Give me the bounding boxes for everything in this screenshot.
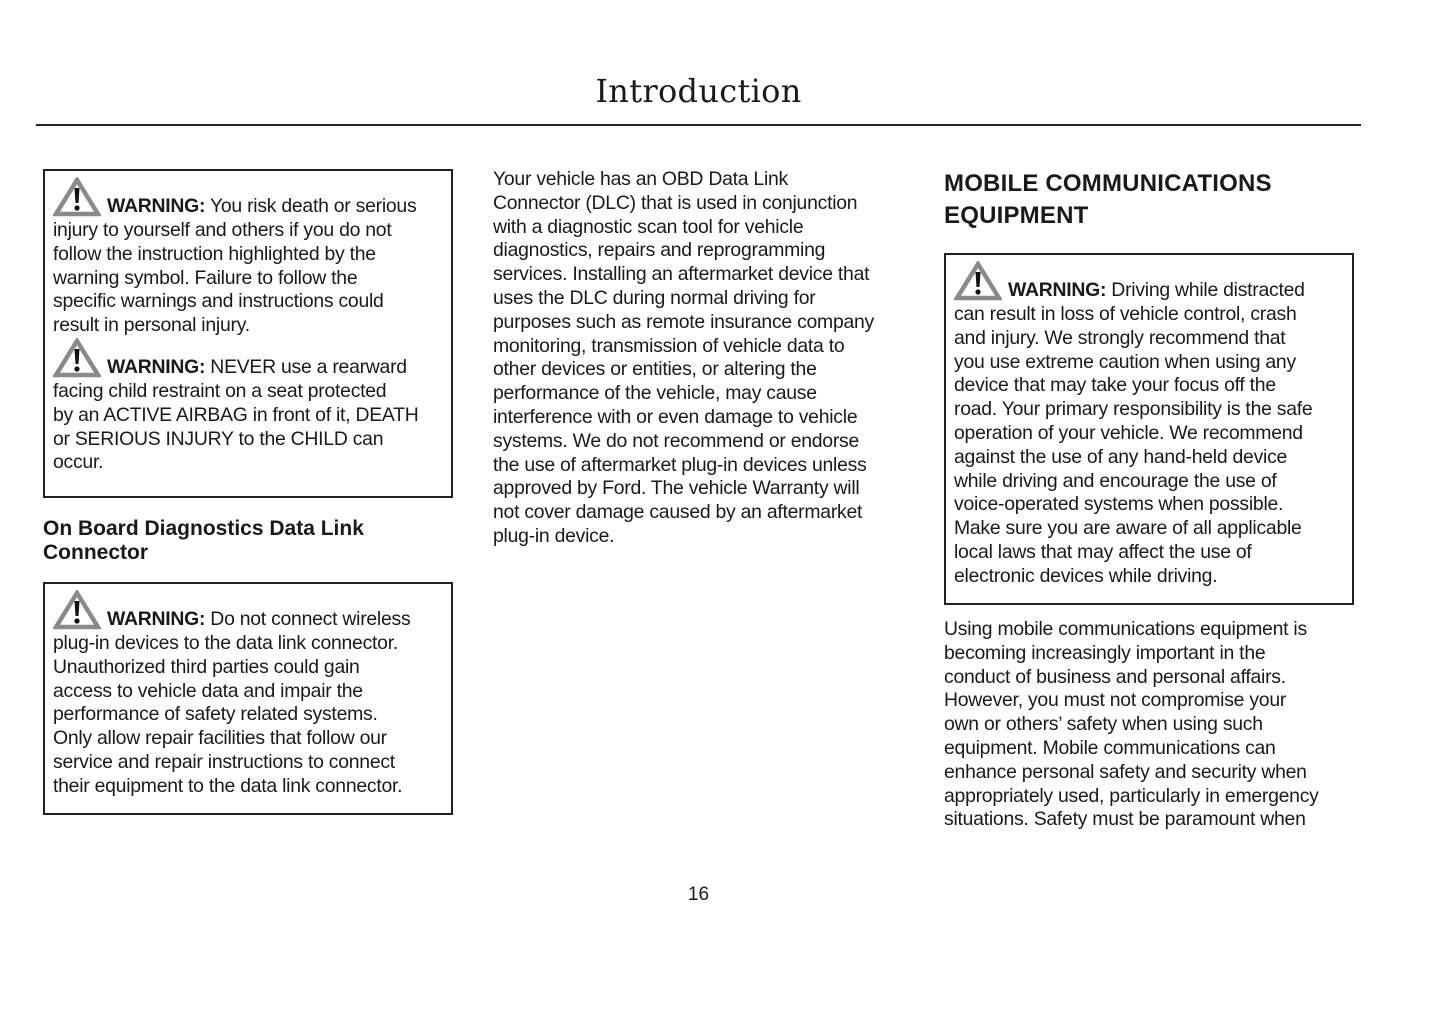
text-line: Using mobile communications equipment is bbox=[944, 618, 1307, 640]
text-line: monitoring, transmission of vehicle data to bbox=[493, 334, 845, 357]
text-line: Make sure you are aware of all applicable bbox=[954, 517, 1302, 540]
warning-block bbox=[53, 177, 443, 338]
text-line: result in personal injury. bbox=[53, 314, 250, 337]
warning-triangle-icon bbox=[954, 261, 1002, 301]
text-line: MOBILE COMMUNICATIONS bbox=[944, 170, 1272, 197]
mobile-paragraph bbox=[944, 618, 1319, 832]
warning-block bbox=[53, 590, 443, 799]
text-line: EQUIPMENT bbox=[944, 202, 1089, 229]
page-title: Introduction bbox=[595, 72, 802, 110]
warning-box-distraction bbox=[944, 253, 1354, 605]
text-line: However, you must not compromise your bbox=[944, 689, 1287, 712]
warning-text: NEVER use a rearward bbox=[205, 356, 407, 379]
warning-box-airbag bbox=[43, 169, 453, 498]
obd-paragraph bbox=[493, 168, 874, 549]
warning-label: WARNING: bbox=[1008, 279, 1107, 302]
text-line: plug-in devices to the data link connector. bbox=[53, 632, 398, 654]
text-line: On Board Diagnostics Data Link bbox=[43, 517, 364, 540]
text-line: operation of your vehicle. We recommend bbox=[954, 421, 1303, 444]
text-line: access to vehicle data and impair the bbox=[53, 679, 363, 702]
text-line: becoming increasingly important in the bbox=[944, 641, 1266, 664]
text-line: electronic devices while driving. bbox=[954, 564, 1218, 587]
text-line: voice-operated systems when possible. bbox=[954, 493, 1284, 516]
page-number: 16 bbox=[687, 884, 710, 905]
text-line: with a diagnostic scan tool for vehicle bbox=[493, 215, 804, 238]
text-line: situations. Safety must be paramount when bbox=[944, 808, 1306, 831]
warning-text: Do not connect wireless bbox=[205, 608, 411, 631]
warning-triangle-icon bbox=[53, 177, 101, 217]
text-line: road. Your primary responsibility is the safe bbox=[954, 398, 1313, 421]
section-heading-obd bbox=[43, 517, 364, 565]
text-line bbox=[107, 195, 416, 219]
text-line: plug-in device. bbox=[493, 524, 615, 547]
text-line bbox=[1008, 279, 1305, 303]
text-line: by an ACTIVE AIRBAG in front of it, DEATH bbox=[53, 403, 419, 426]
warning-text: Driving while distracted bbox=[1106, 279, 1305, 302]
text-line: purposes such as remote insurance company bbox=[493, 310, 874, 333]
section-heading-mobile bbox=[944, 168, 1272, 232]
text-line: other devices or entities, or altering the bbox=[493, 358, 817, 381]
text-line: enhance personal safety and security when bbox=[944, 760, 1307, 783]
text-line: follow the instruction highlighted by the bbox=[53, 242, 376, 265]
text-line: occur. bbox=[53, 451, 104, 474]
text-line: performance of the vehicle, may cause bbox=[493, 382, 817, 405]
text-line: appropriately used, particularly in emergency bbox=[944, 784, 1319, 807]
text-line: diagnostics, repairs and reprogramming bbox=[493, 239, 826, 262]
warning-label: WARNING: bbox=[107, 608, 206, 631]
text-line: device that may take your focus off the bbox=[954, 374, 1276, 397]
warning-block bbox=[53, 338, 443, 475]
text-line: conduct of business and personal affairs. bbox=[944, 665, 1286, 688]
text-line: equipment. Mobile communications can bbox=[944, 736, 1276, 759]
text-line: facing child restraint on a seat protected bbox=[53, 379, 387, 402]
text-line: not cover damage caused by an aftermarket bbox=[493, 501, 863, 524]
text-line: Only allow repair facilities that follow our bbox=[53, 727, 387, 750]
text-line: against the use of any hand-held device bbox=[954, 445, 1288, 468]
text-line: you use extreme caution when using any bbox=[954, 350, 1296, 373]
text-line: can result in loss of vehicle control, crash bbox=[954, 303, 1297, 325]
text-line: interference with or even damage to vehicle bbox=[493, 405, 858, 428]
text-line bbox=[107, 356, 407, 380]
warning-block bbox=[954, 261, 1344, 589]
text-line: or SERIOUS INJURY to the CHILD can bbox=[53, 427, 384, 450]
text-line bbox=[107, 608, 410, 632]
text-line: services. Installing an aftermarket device that bbox=[493, 263, 870, 286]
warning-box-wireless bbox=[43, 582, 453, 815]
text-line: Your vehicle has an OBD Data Link bbox=[493, 168, 788, 190]
text-line: uses the DLC during normal driving for bbox=[493, 286, 816, 309]
warning-label: WARNING: bbox=[107, 195, 206, 218]
text-line: and injury. We strongly recommend that bbox=[954, 326, 1286, 349]
warning-triangle-icon bbox=[53, 338, 101, 378]
text-line: own or others’ safety when using such bbox=[944, 713, 1263, 736]
text-line: Unauthorized third parties could gain bbox=[53, 655, 360, 678]
text-line: their equipment to the data link connector. bbox=[53, 774, 403, 797]
text-line: Connector (DLC) that is used in conjunction bbox=[493, 191, 858, 214]
warning-triangle-icon bbox=[53, 590, 101, 630]
text-line: Connector bbox=[43, 541, 148, 564]
text-line: approved by Ford. The vehicle Warranty will bbox=[493, 477, 860, 500]
text-line: warning symbol. Failure to follow the bbox=[53, 266, 358, 289]
text-line: local laws that may affect the use of bbox=[954, 540, 1252, 563]
text-line: the use of aftermarket plug-in devices unless bbox=[493, 453, 867, 476]
text-line: while driving and encourage the use of bbox=[954, 469, 1277, 492]
text-line: service and repair instructions to connect bbox=[53, 750, 395, 773]
text-line: performance of safety related systems. bbox=[53, 703, 378, 726]
warning-label: WARNING: bbox=[107, 356, 206, 379]
text-line: specific warnings and instructions could bbox=[53, 290, 384, 313]
header-divider bbox=[36, 124, 1361, 126]
text-line: injury to yourself and others if you do not bbox=[53, 219, 392, 241]
text-line: systems. We do not recommend or endorse bbox=[493, 429, 860, 452]
warning-text: You risk death or serious bbox=[205, 195, 417, 218]
